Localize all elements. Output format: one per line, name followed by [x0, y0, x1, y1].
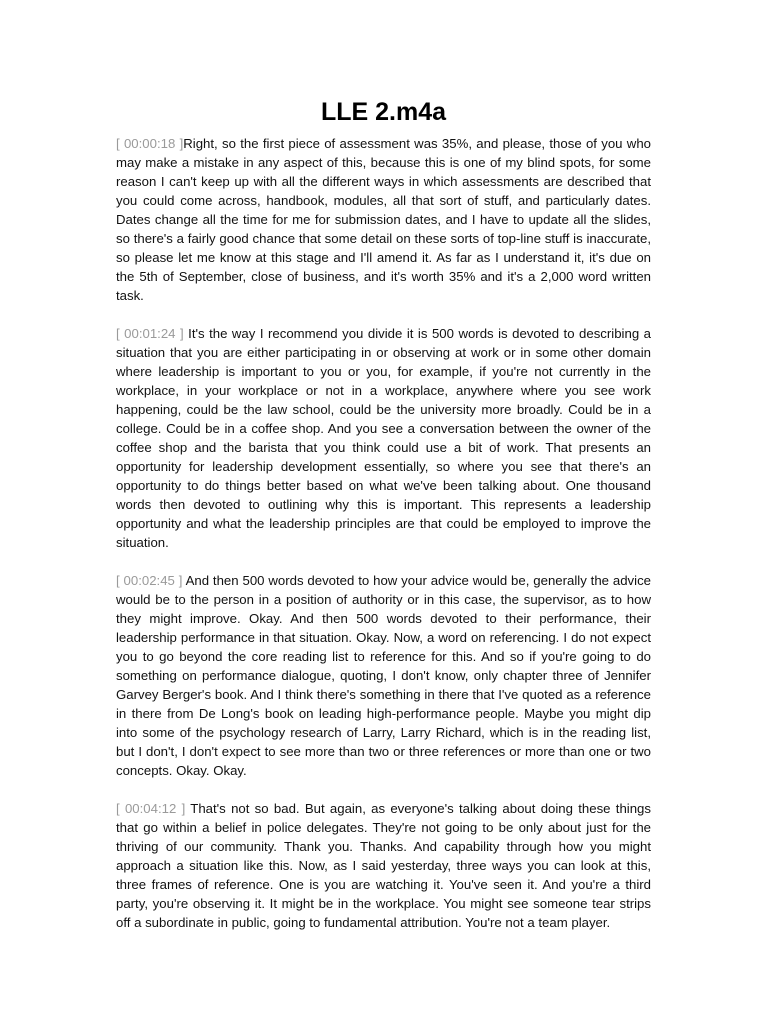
- transcript-page: [116, 97, 651, 932]
- segment-text: And then 500 words devoted to how your advice would be, generally the advice would be to the person in a position of authority or in this case, the supervisor, as to how they might improve. Okay. And then 500 words devoted to their performance, their leadership performance in that situation. Okay. Now, a word on referencing. I do not expect you to go beyond the core reading list to reference for this. And so if you're going to do something on performance dialogue, quoting, I don't know, only chapter three of Jennifer Garvey Berger's book. And I think there's something in there that I've quoted as a reference in there from De Long's book on leading high-performance people. Maybe you might dip into some of the psychology research of Larry, Larry Richard, which is in the reading list, but I don't, I don't expect to see more than two or three references or more than one or two concepts. Okay. Okay.: [116, 573, 652, 778]
- transcript-segment: [116, 799, 651, 932]
- segment-text: It's the way I recommend you divide it is 500 words is devoted to describing a situation that you are either participating in or observing at work or in some other domain where leadership is important to you or you, for example, if you're not currently in the workplace, in your workplace or not in a workplace, anywhere where you see work happening, could be the law school, could be the university more broadly. Could be in a college. Could be in a coffee shop. And you see a conversation between the owner of the coffee shop and the barista that you think could use a bit of work. That presents an opportunity for leadership development essentially, so where you see that there's an opportunity to do things better based on what we've been talking about. One thousand words then devoted to outlining why this is important. This represents a leadership opportunity and what the leadership principles are that could be employed to improve the situation.: [116, 326, 651, 550]
- document-title: LLE 2.m4a: [320, 98, 447, 126]
- segment-timestamp: [ 00:01:24 ]: [116, 326, 184, 341]
- segment-text: That's not so bad. But again, as everyone's talking about doing these things that go within a belief in police delegates. They're not going to be only about just for the thriving of our community. Thank you. Thanks. And capability through how you might approach a situation like this. Now, as I said yesterday, three ways you can look at this, three frames of reference. One is you are watching it. You've seen it. And you're a third party, you're observing it. It might be in the workplace. You might see someone tear strips off a subordinate in public, going to fundamental attribution. You're not a team player.: [116, 801, 651, 930]
- segment-text: Right, so the first piece of assessment was 35%, and please, those of you who may make a mistake in any aspect of this, because this is one of my blind spots, for some reason I can't keep up with all the different ways in which assessments are described that you could come across, handbook, modules, all that sort of stuff, and particularly dates. Dates change all the time for me for submission dates, and I have to update all the slides, so there's a fairly good chance that some detail on these sorts of top-line stuff is inaccurate, so please let me know at this stage and I'll amend it. As far as I understand it, it's due on the 5th of September, close of business, and it's worth 35% and it's a 2,000 word written task.: [116, 136, 651, 303]
- transcript-segment: [116, 571, 651, 780]
- segment-timestamp: [ 00:00:18 ]: [116, 136, 184, 151]
- transcript-segment: [116, 324, 651, 552]
- transcript-segment: [116, 134, 651, 305]
- segment-timestamp: [ 00:02:45 ]: [116, 573, 183, 588]
- segment-timestamp: [ 00:04:12 ]: [116, 801, 186, 816]
